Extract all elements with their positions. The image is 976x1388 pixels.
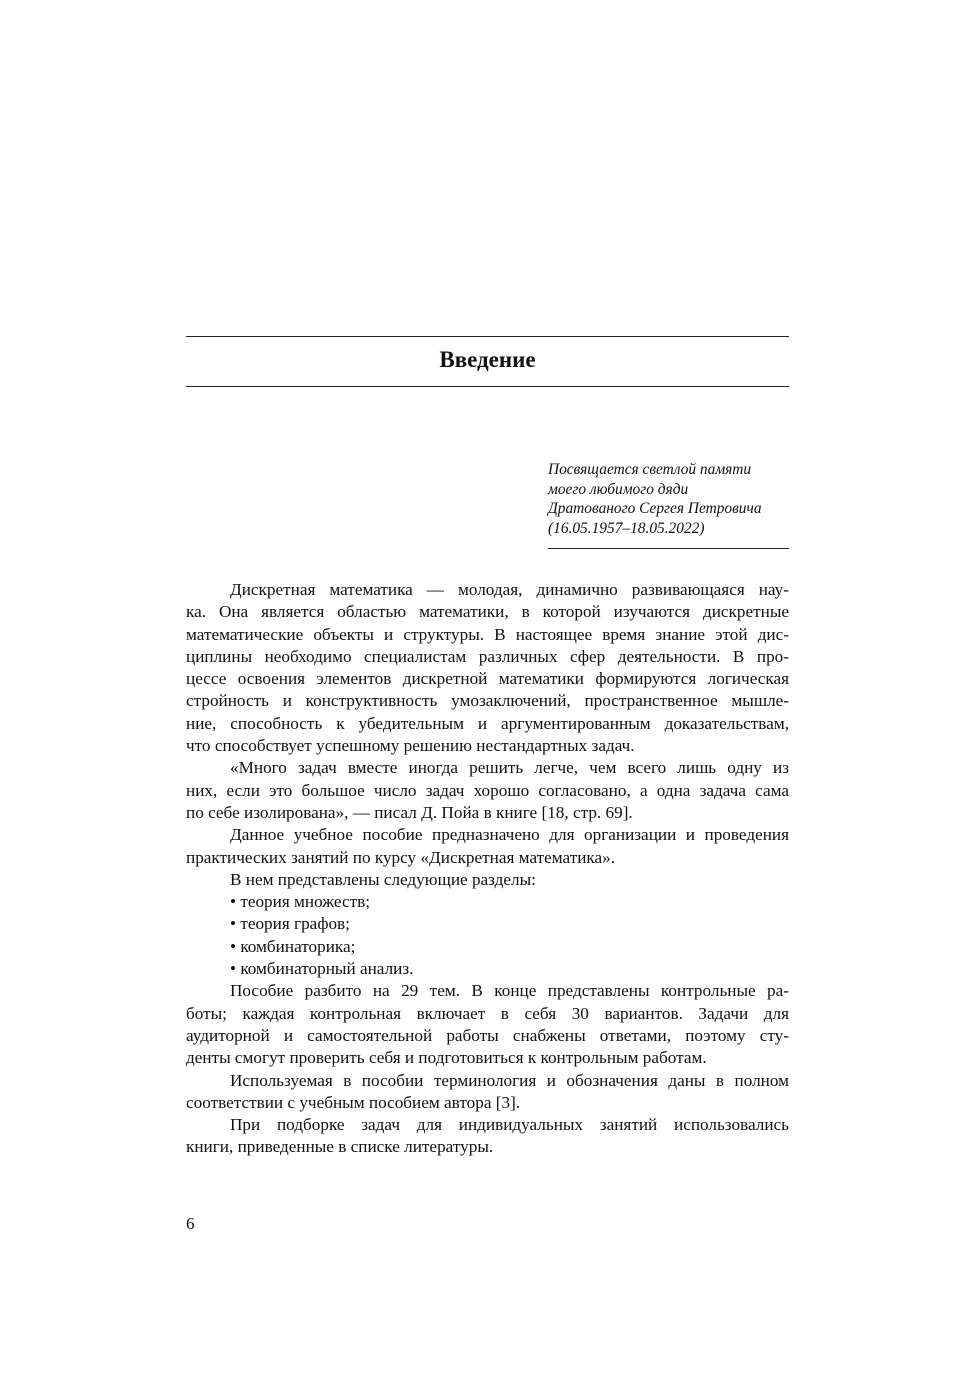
paragraph <box>186 980 789 1069</box>
bullet-list <box>186 891 789 980</box>
text-line: практических занятий по курсу «Дискретная математика». <box>186 847 616 867</box>
text-line: по себе изолирована», — писал Д. Пойа в книге [18, стр. 69]. <box>186 802 633 822</box>
chapter-top-rule <box>186 336 789 337</box>
text-line: Пособие разбито на 29 тем. В конце представлены контрольные ра- <box>230 981 789 1001</box>
text-line: боты; каждая контрольная включает в себя 30 вариантов. Задачи для <box>186 1003 789 1023</box>
paragraph <box>186 869 789 891</box>
text-line: Данное учебное пособие предназначено для организации и проведения <box>230 825 789 845</box>
text-line: математические объекты и структуры. В настоящее время знание этой дис- <box>186 624 789 644</box>
text-line: Используемая в пособии терминология и обозначения даны в полном <box>230 1070 789 1090</box>
text-line: ка. Она является областью математики, в которой изучаются дискретные <box>186 602 789 622</box>
dedication <box>548 460 789 538</box>
list-item: • комбинаторика; <box>230 936 356 956</box>
text-line: соответствии с учебным пособием автора [3]. <box>186 1092 521 1112</box>
text-line: При подборке задач для индивидуальных занятий использовались <box>230 1115 789 1135</box>
list-item: • теория множеств; <box>230 892 371 912</box>
text-line: цессе освоения элементов дискретной математики формируются логическая <box>186 669 789 689</box>
text-line: циплины необходимо специалистам различных сфер деятельности. В про- <box>186 646 789 666</box>
paragraph <box>186 757 789 824</box>
text-line: аудиторной и самостоятельной работы снабжены ответами, поэтому сту- <box>186 1025 789 1045</box>
dedication-rule <box>548 548 789 549</box>
text-line: «Много задач вместе иногда решить легче, чем всего лишь одну из <box>230 758 789 778</box>
body-text <box>186 579 789 1159</box>
page-number: 6 <box>186 1214 195 1233</box>
text-line: книги, приведенные в списке литературы. <box>186 1137 494 1157</box>
chapter-title: Введение <box>439 347 536 372</box>
paragraph <box>186 1114 789 1159</box>
text-line: них, если это большое число задач хорошо согласовано, а одна задача сама <box>186 780 789 800</box>
text-line: стройность и конструктивность умозаключений, пространственное мышле- <box>186 691 789 711</box>
text-line: В нем представлены следующие разделы: <box>230 869 536 889</box>
text-line: Дискретная математика — молодая, динамично развивающаяся нау- <box>230 580 789 599</box>
dedication-line: (16.05.1957–18.05.2022) <box>548 519 705 537</box>
dedication-line: Дратованого Сергея Петровича <box>548 500 762 517</box>
chapter-bottom-rule <box>186 386 789 387</box>
paragraph <box>186 1070 789 1115</box>
paragraph <box>186 824 789 869</box>
dedication-line: Посвящается светлой памяти <box>548 461 752 478</box>
paragraph <box>186 579 789 757</box>
text-line: что способствует успешному решению нестандартных задач. <box>186 736 635 756</box>
text-line: денты смогут проверить себя и подготовиться к контрольным работам. <box>186 1048 707 1068</box>
list-item: • комбинаторный анализ. <box>230 959 414 979</box>
list-item: • теория графов; <box>230 914 350 934</box>
dedication-line: моего любимого дяди <box>548 480 689 498</box>
text-line: ние, способность к убедительным и аргументированным доказательствам, <box>186 713 789 733</box>
